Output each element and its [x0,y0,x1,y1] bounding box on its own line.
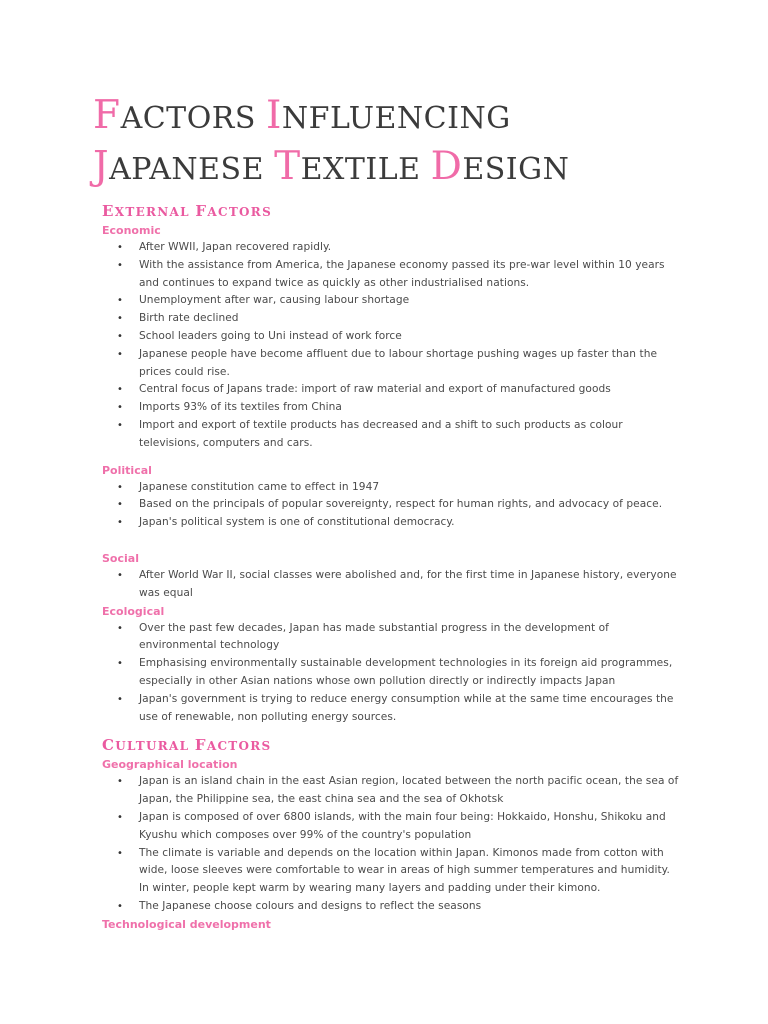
list-item [102,620,682,656]
list-item-text: Japan's political system is one of constitutional democracy. [139,516,455,529]
list-item-text: After World War II, social classes were abolished and, for the first time in Japanese history, everyone was equal [139,568,677,599]
bullet-icon: • [117,517,123,529]
title-line-2 [93,143,569,194]
subheading-economic: Economic [102,224,161,237]
document-body [102,200,682,933]
bullet-icon: • [117,313,123,325]
title-word: NFLUENCING [281,101,511,136]
subheading-political: Political [102,463,152,477]
bullet-icon: • [117,242,123,253]
list-item [102,417,682,453]
title-word: ESIGN [462,152,570,187]
title-word: APANESE [109,152,265,187]
title-initial: F [93,93,121,138]
bullet-icon: • [117,348,123,360]
list-item-text: Import and export of textile products has decreased and a shift to such products as colour televisions, computers and cars. [139,418,623,449]
list-item-text: Unemployment after war, causing labour shortage [139,294,410,307]
list-item [102,496,682,514]
list-item-text: Central focus of Japans trade: import of raw material and export of manufactured goods [139,383,611,396]
list-social [102,567,682,603]
list-item-text: The Japanese choose colours and designs to reflect the seasons [139,899,482,912]
section-heading-external [102,200,682,222]
bullet-icon: • [117,402,123,414]
list-item-text: Emphasising environmentally sustainable development technologies in its foreign aid programmes, especially in other Asian nations whose own pollution directly or indirectly impacts Japan [139,657,673,687]
heading-initial: E [102,202,115,220]
list-item [102,655,682,691]
bullet-icon: • [117,776,123,788]
list-item [102,898,682,916]
bullet-icon: • [117,569,123,581]
document-title [93,92,569,194]
list-item [102,292,682,310]
list-item [102,567,682,603]
list-item [102,691,682,727]
subheading-ecological: Ecological [102,604,165,618]
list-item [102,328,682,346]
list-geographical [102,773,682,915]
bullet-icon: • [117,622,123,634]
bullet-icon: • [117,419,123,431]
list-item [102,257,682,293]
bullet-icon: • [117,384,123,396]
bullet-icon: • [117,693,123,705]
list-item [102,773,682,809]
list-item [102,514,682,532]
list-item [102,346,682,382]
list-item-text: Birth rate declined [139,312,239,325]
list-item-text: Based on the principals of popular sovereignty, respect for human rights, and advocacy of peace. [139,498,663,511]
list-item-text: Imports 93% of its textiles from China [139,401,342,414]
list-item-text: The climate is variable and depends on the location within Japan. Kimonos made from cotton with wide, loose sleeves were comfortable to wear in areas of high summer temperatures and humidity. In winter, people kept warm by wearing many layers and padding under their kimono. [139,846,670,895]
list-item [102,845,682,898]
title-initial: D [430,144,463,189]
list-item-text: With the assistance from America, the Japanese economy passed its pre-war level within 10 years and continues to expand twice as quickly as other industrialised nations. [139,258,665,289]
list-item-text: Japanese people have become affluent due to labour shortage pushing wages up faster than the prices could rise. [139,347,658,378]
bullet-icon: • [117,330,123,342]
title-initial: I [265,93,282,138]
list-item-text: Japan's government is trying to reduce energy consumption while at the same time encourages the use of renewable, non polluting energy sources. [139,692,674,723]
list-item [102,310,682,328]
title-word: ACTORS [120,101,256,136]
heading-word: ACTORS [207,205,273,219]
bullet-icon: • [117,847,123,859]
bullet-icon: • [117,900,123,912]
subheading-geographical: Geographical location [102,758,238,772]
heading-word: XTERNAL [114,205,190,219]
title-initial: J [93,144,110,189]
list-item [102,809,682,845]
heading-initial: C [102,736,116,755]
list-item [102,399,682,417]
bullet-icon: • [117,259,123,271]
heading-initial: F [194,736,207,755]
heading-word: ULTURAL [115,739,190,754]
title-initial: T [274,144,301,189]
bullet-icon: • [117,658,123,670]
subheading-social: Social [102,551,139,565]
bullet-icon: • [117,481,123,493]
list-item-text: Japan is an island chain in the east Asian region, located between the north pacific ocean, the sea of Japan, the Philippine sea, the east china sea and the sea of Okhotsk [139,775,679,806]
bullet-icon: • [117,811,123,823]
list-item-text: School leaders going to Uni instead of work force [139,329,402,342]
list-item [102,381,682,399]
subheading-technological: Technological development [102,917,271,931]
list-item-text: Over the past few decades, Japan has made substantial progress in the development of environmental technology [139,621,609,652]
bullet-icon: • [117,295,123,307]
list-item [102,479,682,497]
heading-word: ACTORS [206,739,272,754]
section-heading-cultural [102,734,682,756]
list-political [102,479,682,532]
list-item-text: After WWII, Japan recovered rapidly. [139,241,332,253]
bullet-icon: • [117,499,123,511]
list-economic [102,239,682,453]
heading-initial: F [195,202,208,220]
title-line-1 [93,92,569,143]
title-word: EXTILE [300,152,421,187]
list-item-text: Japan is composed of over 6800 islands, with the main four being: Hokkaido, Honshu, Shikoku and Kyushu which composes over 99% of the country's population [139,810,666,841]
list-item-text: Japanese constitution came to effect in 1947 [139,480,380,493]
list-item [102,239,682,257]
list-ecological [102,620,682,727]
